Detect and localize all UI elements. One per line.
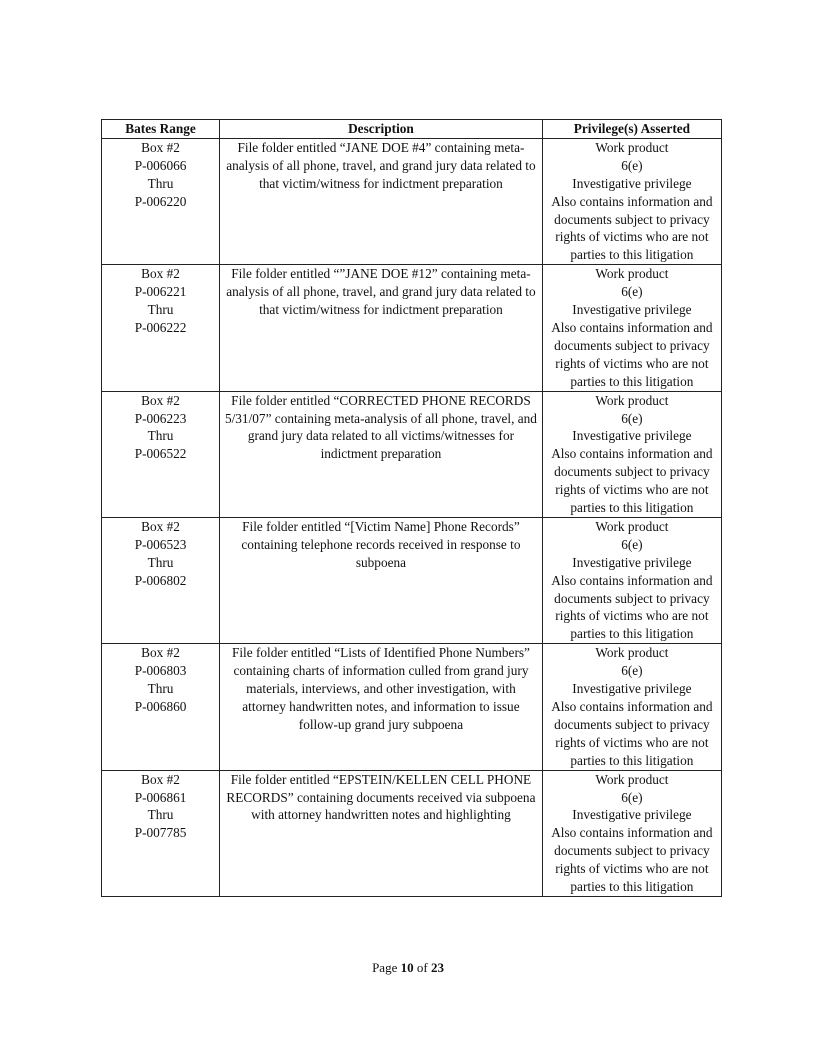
table-row [102, 517, 722, 643]
privileges-cell [542, 770, 721, 896]
privilege-item: Also contains information and documents subject to privacy rights of victims who are not parties to this litigation [551, 446, 713, 516]
bates-line: P-006220 [134, 193, 187, 209]
privilege-item: 6(e) [621, 536, 643, 552]
privilege-item: Also contains information and documents subject to privacy rights of victims who are not parties to this litigation [551, 572, 713, 642]
bates-line: Thru [147, 302, 174, 318]
privilege-item: Also contains information and documents subject to privacy rights of victims who are not parties to this litigation [551, 319, 713, 389]
bates-line: Thru [147, 554, 174, 570]
privilege-item: Investigative privilege [572, 681, 692, 697]
description-cell: File folder entitled “CORRECTED PHONE RECORDS 5/31/07” containing meta-analysis of all phone, travel, and grand jury data related to all victims/witnesses for indictment preparation [220, 391, 543, 517]
privilege-item: 6(e) [621, 410, 643, 426]
bates-line: P-006222 [134, 319, 187, 335]
page-label-prefix: Page [372, 960, 401, 975]
bates-line: P-006066 [134, 157, 187, 173]
bates-line: P-006803 [134, 663, 187, 679]
privileges-cell [542, 391, 721, 517]
bates-line: Box #2 [141, 518, 180, 534]
header-bates-range: Bates Range [102, 120, 220, 139]
privilege-item: Also contains information and documents subject to privacy rights of victims who are not parties to this litigation [551, 825, 713, 895]
table-row [102, 138, 722, 264]
description-cell: File folder entitled “[Victim Name] Phone Records” containing telephone records received in response to subpoena [220, 517, 543, 643]
header-description: Description [220, 120, 543, 139]
privilege-item: Work product [595, 518, 669, 534]
privilege-log-table [101, 119, 722, 897]
description-cell: File folder entitled “”JANE DOE #12” containing meta-analysis of all phone, travel, and grand jury data related to that victim/witness for indictment preparation [220, 265, 543, 391]
bates-line: P-006223 [134, 410, 187, 426]
privilege-item: Also contains information and documents subject to privacy rights of victims who are not parties to this litigation [551, 699, 713, 768]
privilege-item: Work product [595, 266, 669, 282]
bates-range-cell [102, 391, 220, 517]
privilege-item: 6(e) [621, 663, 643, 679]
table-row [102, 770, 722, 896]
table-row [102, 644, 722, 770]
bates-range-cell [102, 644, 220, 770]
table-body [102, 138, 722, 896]
privileges-cell [542, 517, 721, 643]
bates-line: P-006523 [134, 536, 187, 552]
bates-line: P-006861 [134, 789, 187, 805]
bates-line: P-006860 [134, 699, 187, 714]
privilege-item: Work product [595, 392, 669, 408]
privilege-item: Work product [595, 771, 669, 787]
privilege-item: Investigative privilege [572, 554, 692, 570]
privileges-cell [542, 644, 721, 770]
bates-line: Box #2 [141, 266, 180, 282]
table-row [102, 391, 722, 517]
total-pages: 23 [430, 960, 444, 975]
description-cell: File folder entitled “Lists of Identified Phone Numbers” containing charts of information culled from grand jury materials, interviews, and other investigation, with attorney handwritten notes, and information to issue follow-up grand jury subpoena [220, 644, 543, 770]
bates-line: Thru [147, 681, 174, 697]
privileges-cell [542, 138, 721, 264]
privilege-item: Investigative privilege [572, 302, 692, 318]
privilege-item: 6(e) [621, 157, 643, 173]
bates-line: Box #2 [141, 645, 180, 661]
current-page: 10 [400, 960, 414, 975]
privileges-cell [542, 265, 721, 391]
description-cell: File folder entitled “EPSTEIN/KELLEN CELL PHONE RECORDS” containing documents received via subpoena with attorney handwritten notes and highlighting [220, 770, 543, 896]
privilege-item: Investigative privilege [572, 175, 692, 191]
table-header-row [102, 120, 722, 139]
bates-line: Thru [147, 175, 174, 191]
privilege-item: Work product [595, 645, 669, 661]
bates-line: Thru [147, 807, 174, 823]
table-row [102, 265, 722, 391]
privilege-item: Investigative privilege [572, 807, 692, 823]
bates-range-cell [102, 138, 220, 264]
page-number [0, 960, 816, 976]
bates-line: P-006802 [134, 572, 187, 588]
bates-range-cell [102, 517, 220, 643]
privilege-item: Also contains information and documents subject to privacy rights of victims who are not parties to this litigation [551, 193, 713, 263]
privilege-item: Investigative privilege [572, 428, 692, 444]
privilege-item: 6(e) [621, 789, 643, 805]
bates-line: P-006221 [134, 284, 187, 300]
bates-range-cell [102, 265, 220, 391]
bates-line: Box #2 [141, 392, 180, 408]
bates-line: P-006522 [134, 446, 187, 462]
description-cell: File folder entitled “JANE DOE #4” containing meta-analysis of all phone, travel, and grand jury data related to that victim/witness for indictment preparation [220, 138, 543, 264]
header-privileges-asserted: Privilege(s) Asserted [542, 120, 721, 139]
bates-line: Box #2 [141, 139, 180, 155]
bates-line: Box #2 [141, 771, 180, 787]
page-label-middle: of [413, 960, 431, 975]
bates-line: P-007785 [134, 825, 187, 841]
bates-range-cell [102, 770, 220, 896]
privilege-item: Work product [595, 139, 669, 155]
privilege-item: 6(e) [621, 284, 643, 300]
bates-line: Thru [147, 428, 174, 444]
